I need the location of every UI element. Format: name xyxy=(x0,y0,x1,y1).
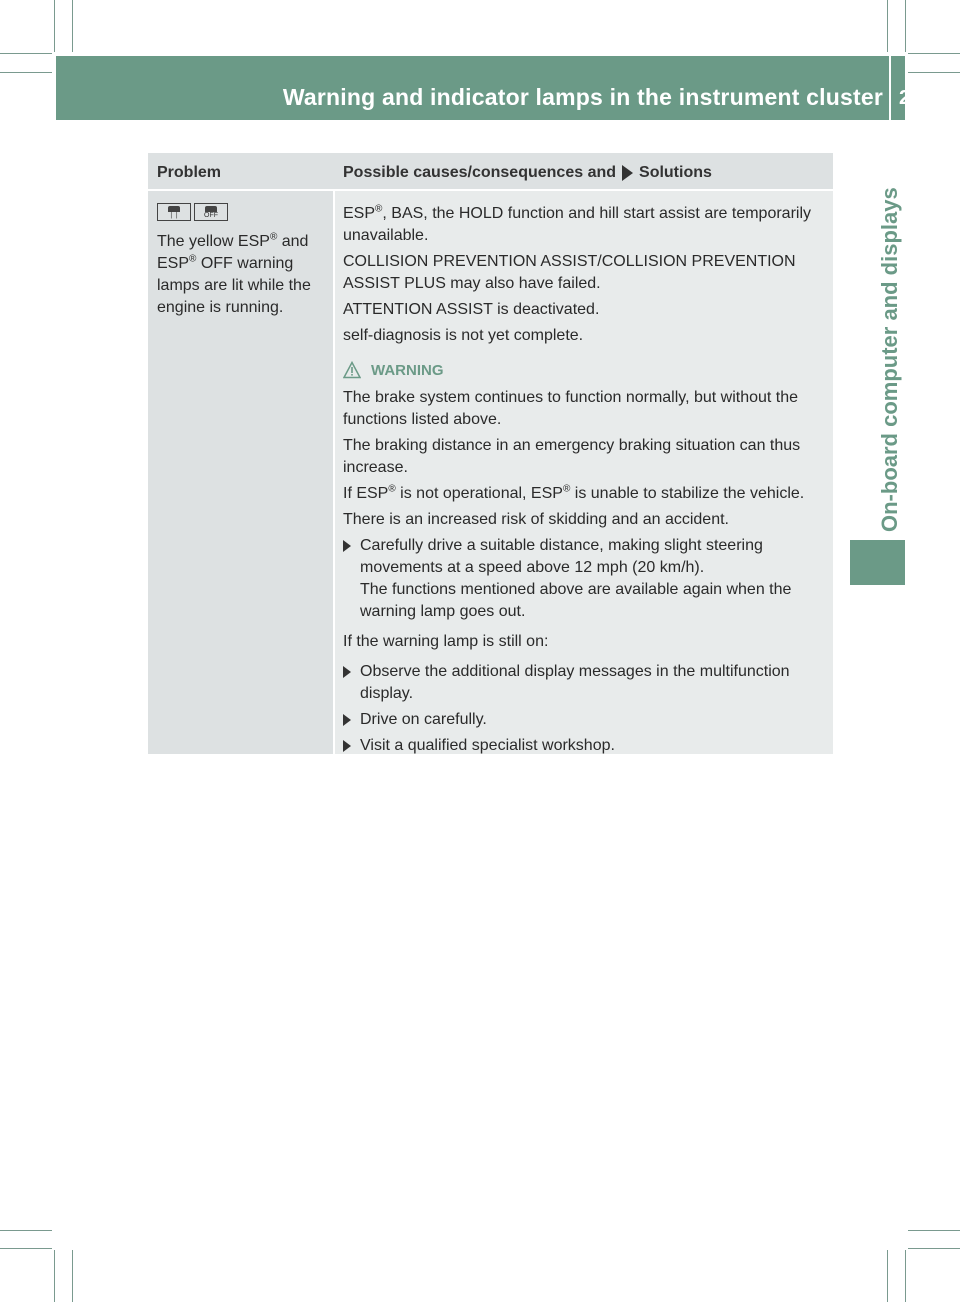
solution-step: Observe the additional display messages in the multifunction display. xyxy=(343,661,829,705)
crop-mark xyxy=(54,1250,55,1302)
page-number: 243 xyxy=(899,87,933,109)
cause-text: ATTENTION ASSIST is deactivated. xyxy=(343,301,600,318)
column-header-solutions-label: Solutions xyxy=(639,164,712,181)
column-header-causes-label: Possible causes/consequences and xyxy=(343,164,617,181)
page-title: Warning and indicator lamps in the instrument cluster xyxy=(282,84,883,110)
crop-mark xyxy=(0,1248,52,1249)
bullet-arrow-icon xyxy=(343,666,351,678)
crop-mark xyxy=(905,0,906,52)
crop-mark xyxy=(905,1250,906,1302)
warning-text: The brake system continues to function normally, but without the functions listed above. xyxy=(343,389,799,428)
arrow-right-icon xyxy=(622,165,633,181)
crop-mark xyxy=(72,1250,73,1302)
crop-mark xyxy=(72,0,73,52)
crop-mark xyxy=(0,53,52,54)
page-header xyxy=(56,56,933,120)
lamp-icons xyxy=(157,203,324,221)
esp-warning-lamp-icon: ∣ ∣ xyxy=(157,203,191,221)
crop-mark xyxy=(908,1248,960,1249)
header-divider xyxy=(889,56,891,120)
problem-description: The yellow ESP® and ESP® OFF warning lamps are lit while the engine is running. xyxy=(157,231,311,316)
crop-mark xyxy=(887,0,888,52)
solution-step: Carefully drive a suitable distance, making slight steering movements at a speed above 12 mph (20 km/h). The functions mentioned above are available again when the warning lamp goes out. xyxy=(343,535,829,623)
warning-label: WARNING xyxy=(371,361,444,379)
cause-text: COLLISION PREVENTION ASSIST/COLLISION PREVENTION ASSIST PLUS may also have failed. xyxy=(343,253,796,292)
crop-mark xyxy=(0,72,52,73)
crop-mark xyxy=(887,1250,888,1302)
warning-lamp-table xyxy=(148,153,833,754)
solutions-cell xyxy=(335,191,833,754)
problem-cell xyxy=(148,191,335,754)
solution-step: Drive on carefully. xyxy=(343,709,829,731)
cause-text: self-diagnosis is not yet complete. xyxy=(343,327,584,344)
crop-mark xyxy=(54,0,55,52)
crop-mark xyxy=(908,53,960,54)
warning-heading xyxy=(343,361,829,379)
cause-text: ESP®, BAS, the HOLD function and hill start assist are temporarily unavailable. xyxy=(343,203,812,244)
crop-mark xyxy=(908,1230,960,1231)
bullet-arrow-icon xyxy=(343,740,351,752)
warning-text: If ESP® is not operational, ESP® is unable to stabilize the vehicle. xyxy=(343,483,805,502)
section-tab-marker xyxy=(850,540,905,585)
warning-text: There is an increased risk of skidding and an accident. xyxy=(343,511,729,528)
section-tab-title: On-board computer and displays xyxy=(877,187,902,532)
solution-step: Visit a qualified specialist workshop. xyxy=(343,735,829,757)
warning-text: The braking distance in an emergency braking situation can thus increase. xyxy=(343,437,801,476)
warning-triangle-icon xyxy=(343,361,361,379)
bullet-arrow-icon xyxy=(343,714,351,726)
bullet-arrow-icon xyxy=(343,540,351,552)
condition-text: If the warning lamp is still on: xyxy=(343,633,549,650)
table-header-row xyxy=(148,153,833,191)
crop-mark xyxy=(908,72,960,73)
esp-off-warning-lamp-icon: OFF xyxy=(194,203,228,221)
column-header-solutions xyxy=(335,153,833,189)
crop-mark xyxy=(0,1230,52,1231)
column-header-problem: Problem xyxy=(157,164,222,181)
table-row xyxy=(148,191,833,754)
